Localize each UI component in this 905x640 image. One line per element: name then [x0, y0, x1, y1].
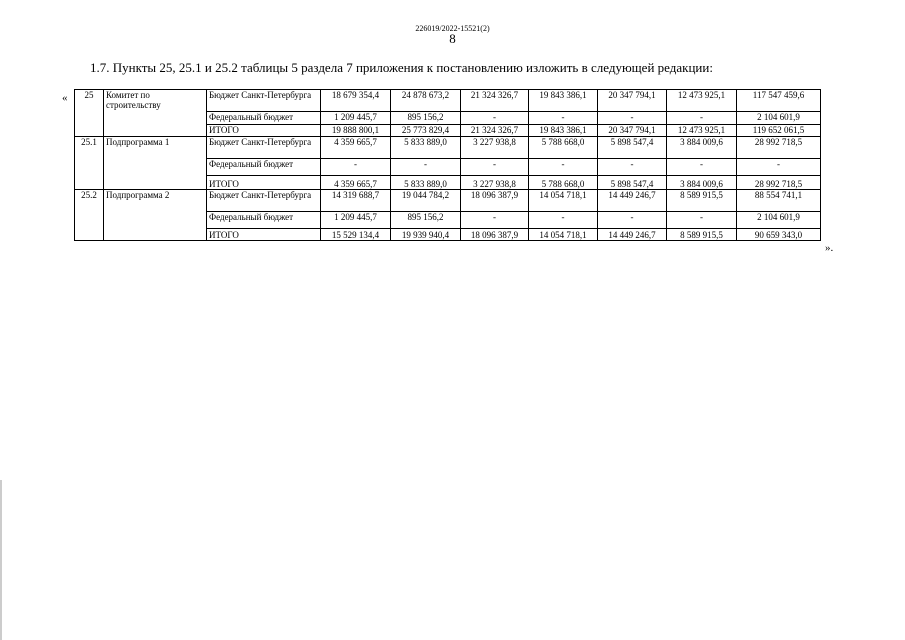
table-cell: 19 939 940,4	[391, 229, 461, 241]
closing-quote: ».	[825, 242, 834, 254]
funding-source: Федеральный бюджет	[207, 159, 321, 176]
table-cell: 28 992 718,5	[737, 176, 821, 190]
scan-edge-mark	[0, 480, 2, 640]
funding-source: Бюджет Санкт-Петербурга	[207, 137, 321, 159]
table-cell: 895 156,2	[391, 212, 461, 229]
table-row	[75, 90, 821, 112]
table-cell: -	[461, 159, 529, 176]
table-cell: 14 449 246,7	[598, 190, 667, 212]
table-cell: -	[667, 112, 737, 125]
table-cell: 20 347 794,1	[598, 125, 667, 137]
funding-source: ИТОГО	[207, 176, 321, 190]
funding-source: Бюджет Санкт-Петербурга	[207, 190, 321, 212]
table-cell: 18 096 387,9	[461, 229, 529, 241]
table-cell: 5 898 547,4	[598, 176, 667, 190]
table-cell: 4 359 665,7	[321, 176, 391, 190]
table-cell: 3 884 009,6	[667, 176, 737, 190]
table-cell: 5 898 547,4	[598, 137, 667, 159]
table-cell: 119 652 061,5	[737, 125, 821, 137]
table-cell: 14 449 246,7	[598, 229, 667, 241]
table-cell: 8 589 915,5	[667, 190, 737, 212]
table-cell: -	[667, 212, 737, 229]
table-cell: 19 843 386,1	[529, 125, 598, 137]
table-cell: 1 209 445,7	[321, 212, 391, 229]
table-cell: 25 773 829,4	[391, 125, 461, 137]
table-cell: 18 096 387,9	[461, 190, 529, 212]
table-cell: -	[598, 212, 667, 229]
table-cell: 12 473 925,1	[667, 90, 737, 112]
table-cell: 88 554 741,1	[737, 190, 821, 212]
table-cell: 2 104 601,9	[737, 212, 821, 229]
table-cell: -	[598, 159, 667, 176]
section-name: Комитет по строительству	[104, 90, 207, 137]
table-cell: 90 659 343,0	[737, 229, 821, 241]
funding-source: Федеральный бюджет	[207, 112, 321, 125]
table-cell: 8 589 915,5	[667, 229, 737, 241]
table-cell: -	[598, 112, 667, 125]
intro-paragraph: 1.7. Пункты 25, 25.1 и 25.2 таблицы 5 раздела 7 приложения к постановлению изложить в следующей редакции:	[90, 60, 713, 75]
funding-source: ИТОГО	[207, 125, 321, 137]
table-cell: 3 227 938,8	[461, 137, 529, 159]
table-cell: 20 347 794,1	[598, 90, 667, 112]
table-cell: -	[461, 112, 529, 125]
table-cell: 14 054 718,1	[529, 190, 598, 212]
table-cell: -	[461, 212, 529, 229]
section-name: Подпрограмма 1	[104, 137, 207, 190]
opening-quote: «	[62, 92, 68, 104]
funding-source: Бюджет Санкт-Петербурга	[207, 90, 321, 112]
table-cell: 3 884 009,6	[667, 137, 737, 159]
table-cell: 5 833 889,0	[391, 137, 461, 159]
table-cell: 19 044 784,2	[391, 190, 461, 212]
funding-source: ИТОГО	[207, 229, 321, 241]
table-cell: 5 833 889,0	[391, 176, 461, 190]
table-cell: 4 359 665,7	[321, 137, 391, 159]
table-cell: 15 529 134,4	[321, 229, 391, 241]
table-cell: -	[529, 112, 598, 125]
table-cell: 5 788 668,0	[529, 176, 598, 190]
table-cell: 117 547 459,6	[737, 90, 821, 112]
table-cell: 5 788 668,0	[529, 137, 598, 159]
document-number: 226019/2022-15521(2)	[415, 24, 490, 33]
funding-source: Федеральный бюджет	[207, 212, 321, 229]
table-cell: 3 227 938,8	[461, 176, 529, 190]
section-number: 25	[75, 90, 104, 137]
section-number: 25.2	[75, 190, 104, 241]
section-name: Подпрограмма 2	[104, 190, 207, 241]
table-cell: 14 054 718,1	[529, 229, 598, 241]
page-number: 8	[449, 31, 456, 46]
table-cell: -	[391, 159, 461, 176]
table-row	[75, 137, 821, 159]
table-cell: 28 992 718,5	[737, 137, 821, 159]
table-row	[75, 190, 821, 212]
table-cell: 19 843 386,1	[529, 90, 598, 112]
table-cell: -	[667, 159, 737, 176]
table-cell: -	[529, 159, 598, 176]
table-cell: 12 473 925,1	[667, 125, 737, 137]
table-cell: 18 679 354,4	[321, 90, 391, 112]
table-cell: 14 319 688,7	[321, 190, 391, 212]
table-cell: -	[737, 159, 821, 176]
table-cell: -	[321, 159, 391, 176]
table-cell: 2 104 601,9	[737, 112, 821, 125]
table-cell: 19 888 800,1	[321, 125, 391, 137]
table-cell: 21 324 326,7	[461, 90, 529, 112]
table-cell: 895 156,2	[391, 112, 461, 125]
budget-table	[74, 89, 821, 241]
table-cell: 21 324 326,7	[461, 125, 529, 137]
section-number: 25.1	[75, 137, 104, 190]
table-cell: -	[529, 212, 598, 229]
table-cell: 1 209 445,7	[321, 112, 391, 125]
table-cell: 24 878 673,2	[391, 90, 461, 112]
